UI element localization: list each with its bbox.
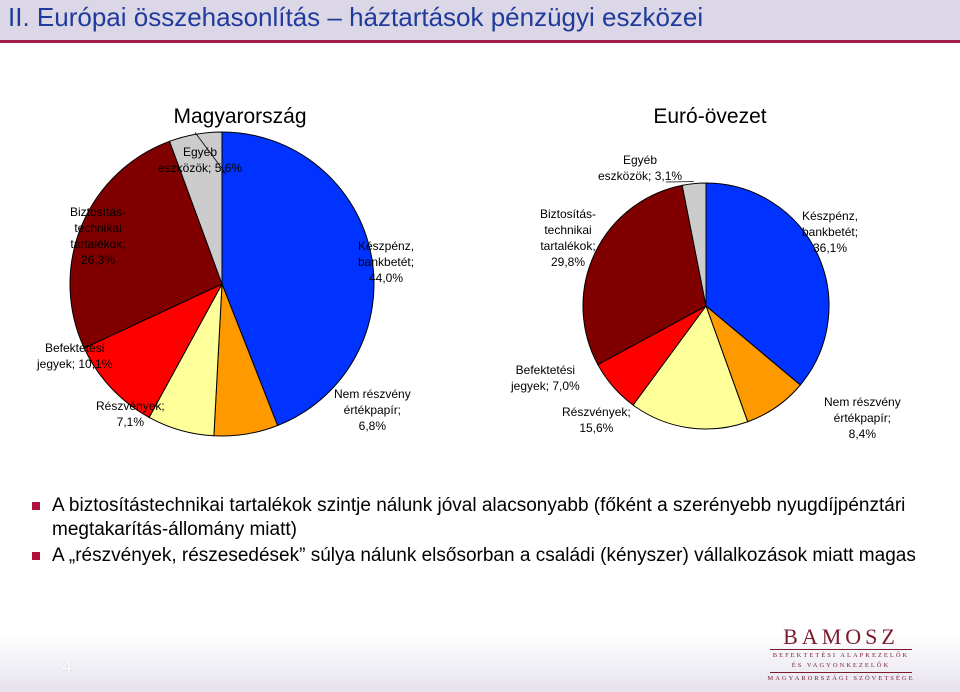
bullet-text: A biztosítástechnikai tartalékok szintje nálunk jóval alacsonyabb (főként a szerényebb nyugdíjpénztári megtakarítás-állomány miatt) (52, 495, 906, 540)
logo-rule (770, 649, 912, 650)
chart-title-eurozone: Euró-övezet (653, 105, 767, 128)
bullet-item (30, 544, 930, 568)
bullet-marker-icon (32, 552, 40, 560)
bullet-text: A „részvények, részesedések” súlya nálunk elsősorban a családi (kényszer) vállalkozások miatt magas (52, 545, 916, 566)
pie-label-biztositastechnikai-tartalekok: Biztosítás- technikai tartalékok; 26,3% (70, 205, 127, 267)
logo-line-3: MAGYARORSZÁGI SZÖVETSÉGE (767, 675, 915, 682)
logo-line-1: BEFEKTETÉSI ALAPKEZELŐK (772, 652, 910, 659)
pie-label-egyeb-eszkozok: Egyéb eszközök; 3,1% (598, 153, 683, 183)
page-number: 4 (62, 656, 73, 676)
pie-label-keszpenz-bankbetet: Készpénz, bankbetét; 44,0% (358, 239, 415, 285)
logo-line-2: ÉS VAGYONKEZELŐK (791, 662, 891, 669)
logo-wordmark: BAMOSZ (783, 624, 899, 649)
pie-label-reszvenyek: Részvények; 15,6% (562, 405, 631, 435)
bullet-marker-icon (32, 502, 40, 510)
pie-label-keszpenz-bankbetet: Készpénz, bankbetét; 36,1% (802, 209, 859, 255)
pie-label-egyeb-eszkozok: Egyéb eszközök; 5,6% (158, 145, 243, 175)
pie-label-befektetesi-jegyek: Befektetési jegyek; 10,1% (37, 341, 113, 371)
bamosz-logo (766, 624, 926, 688)
pie-label-befektetesi-jegyek: Befektetési jegyek; 7,0% (511, 363, 580, 393)
pie-label-nem-reszveny-ertekpapir: Nem részvény értékpapír; 8,4% (824, 395, 901, 441)
logo-rule (770, 672, 912, 673)
slide-title: II. Európai összehasonlítás – háztartások pénzügyi eszközei (8, 2, 704, 32)
bullet-item (30, 494, 930, 542)
bullet-list (30, 494, 930, 570)
pie-label-biztositastechnikai-tartalekok: Biztosítás- technikai tartalékok; 29,8% (540, 207, 597, 269)
pie-label-reszvenyek: Részvények; 7,1% (96, 399, 165, 429)
pie-label-nem-reszveny-ertekpapir: Nem részvény értékpapír; 6,8% (334, 387, 411, 433)
chart-title-hungary: Magyarország (173, 105, 307, 128)
